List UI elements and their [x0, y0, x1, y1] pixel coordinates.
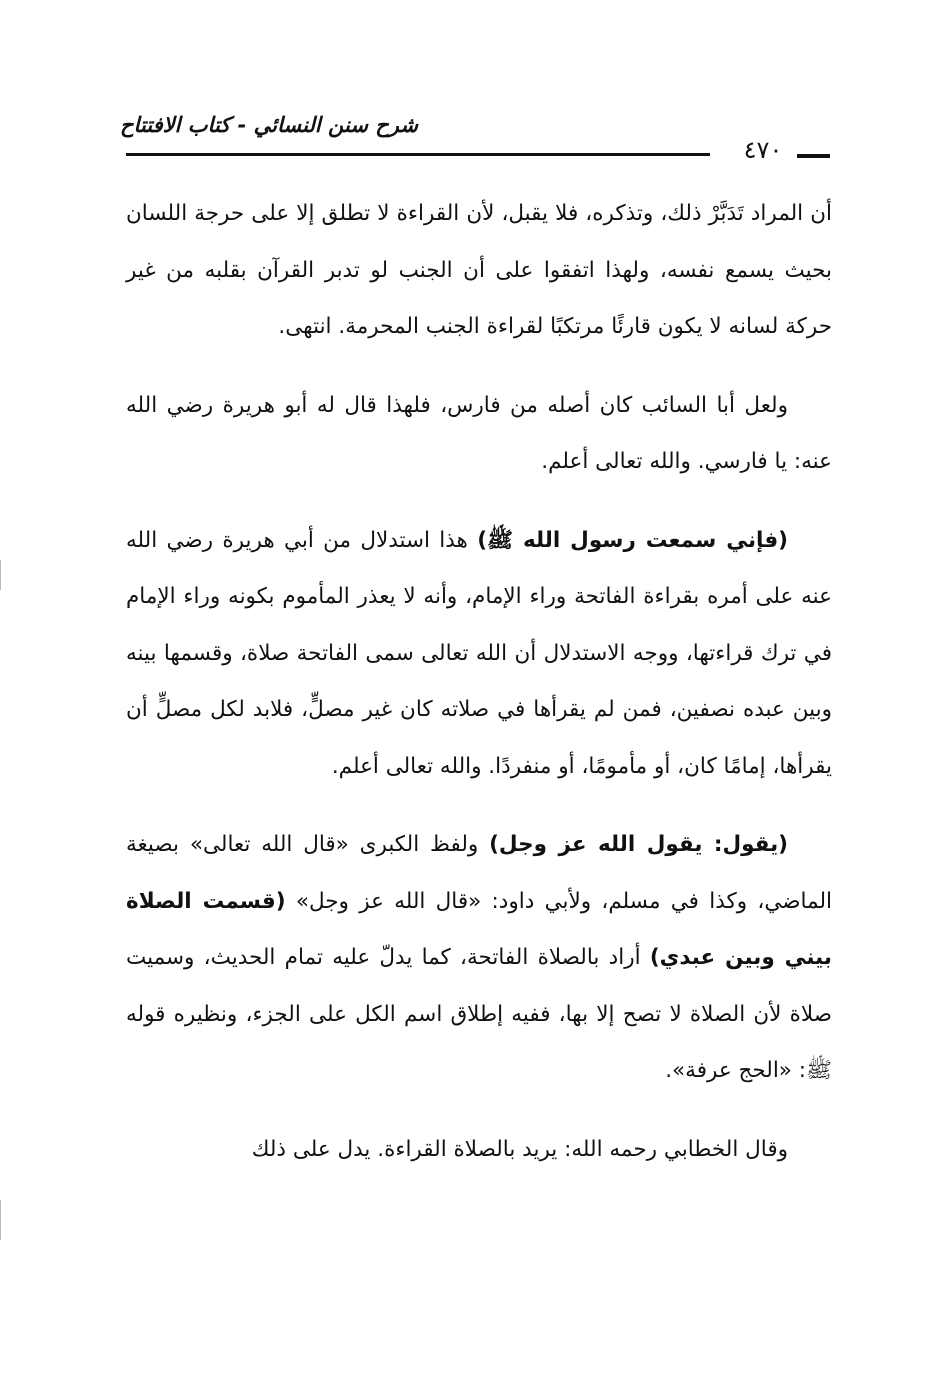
hadith-quote: (يقول: يقول الله عز وجل)	[489, 832, 788, 857]
paragraph-text: وقال الخطابي رحمه الله: يريد بالصلاة القراءة. يدل على ذلك	[251, 1136, 788, 1162]
paragraph-text: أراد بالصلاة الفاتحة، كما يدلّ عليه تمام الحديث، وسميت صلاة لأن الصلاة لا تصح إلا بها، ففيه إطلاق اسم الكل على الجزء، ونظيره قوله ﷺ: «الحج عرفة».	[126, 945, 832, 1083]
hadith-quote: (قسمت الصلاة بيني وبين عبدي)	[126, 888, 832, 970]
paragraph-3	[126, 513, 832, 796]
paragraph-text: أن المراد تَدَبَّرْ ذلك، وتذكره، فلا يقبل، لأن القراءة لا تطلق إلا على حرجة اللسان بحيث يسمع نفسه، ولهذا اتفقوا على أن الجنب لو تدبر القرآن بقلبه من غير حركة لسانه لا يكون قارئًا مرتكبًا لقراءة الجنب المحرمة. انتهى.	[126, 201, 832, 339]
page-number: ٤٧٠	[743, 136, 783, 164]
paragraph-2	[126, 378, 832, 491]
paragraph-text: ولعل أبا السائب كان أصله من فارس، فلهذا قال له أبو هريرة رضي الله عنه: يا فارسي. والله تعالى أعلم.	[126, 392, 832, 474]
scan-edge-mark	[0, 1200, 1, 1240]
header-rule	[126, 153, 710, 156]
paragraph-4	[126, 817, 832, 1100]
running-title: شرح سنن النسائي - كتاب الافتتاح	[120, 113, 418, 137]
page-number-dash	[797, 154, 830, 158]
scan-edge-mark	[0, 560, 1, 590]
hadith-quote: (فإني سمعت رسول الله ﷺ)	[477, 527, 789, 553]
paragraph-text: هذا استدلال من أبي هريرة رضي الله عنه على أمره بقراءة الفاتحة وراء الإمام، وأنه لا يعذر المأموم بكونه وراء الإمام في ترك قراءتها، ووجه الاستدلال أن الله تعالى سمى الفاتحة صلاة، وقسمها بينه وبين عبده نصفين، فمن لم يقرأها في صلاته كان غير مصلٍّ، فلابد لكل مصلٍّ أن يقرأها، إمامًا كان، أو مأمومًا، أو منفردًا. والله تعالى أعلم.	[126, 527, 832, 779]
paragraph-5	[126, 1122, 832, 1179]
paragraph-text: ولفظ الكبرى «قال الله تعالى» بصيغة الماضي، وكذا في مسلم، ولأبي داود: «قال الله عز وجل»	[126, 832, 833, 914]
paragraph-1	[126, 186, 832, 356]
body-text	[126, 186, 832, 1178]
